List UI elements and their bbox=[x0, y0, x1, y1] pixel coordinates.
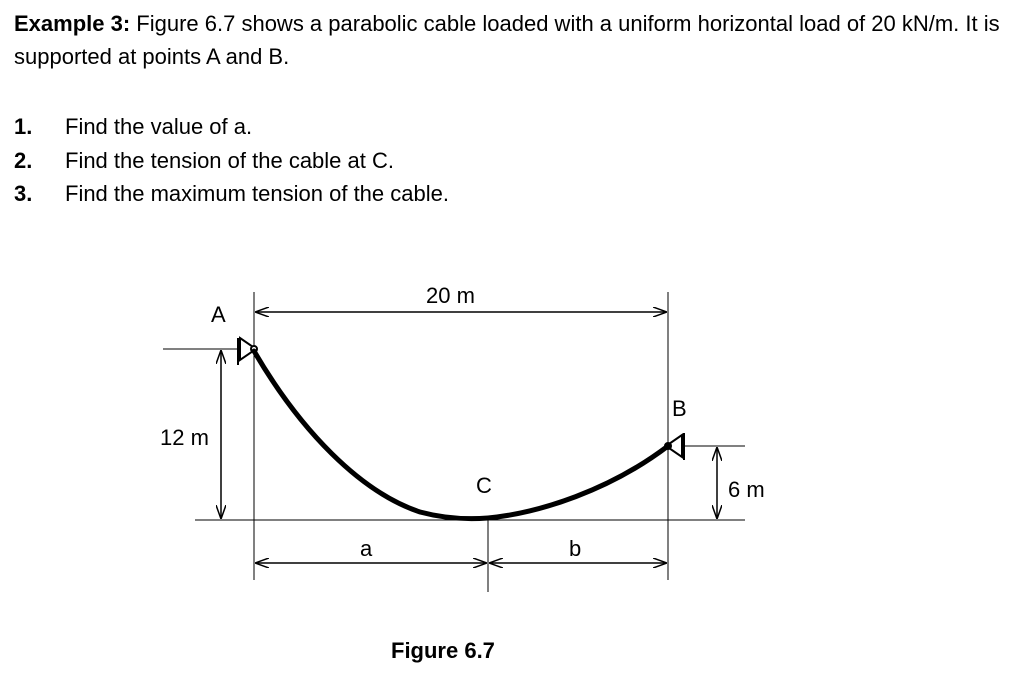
problem-text: Figure 6.7 shows a parabolic cable loaded with a uniform horizontal load of 20 kN/m. It is supported at points A and B. bbox=[14, 11, 1000, 69]
support-b-label: B bbox=[672, 396, 687, 421]
problem-label: Example 3: bbox=[14, 11, 131, 36]
height-a-label: 12 m bbox=[160, 425, 209, 450]
dist-b-label: b bbox=[569, 536, 582, 561]
question-text: Find the maximum tension of the cable. bbox=[65, 181, 449, 206]
cable-curve bbox=[254, 351, 668, 519]
support-a-label: A bbox=[211, 302, 226, 327]
question-number: 1. bbox=[14, 114, 33, 139]
question-number: 3. bbox=[14, 181, 33, 206]
question-text: Find the value of a. bbox=[65, 114, 253, 139]
span-label: 20 m bbox=[426, 283, 475, 308]
point-c-label: C bbox=[476, 473, 492, 498]
figure-caption: Figure 6.7 bbox=[391, 638, 495, 663]
height-b-label: 6 m bbox=[728, 477, 765, 502]
question-text: Find the tension of the cable at C. bbox=[65, 147, 394, 173]
question-number: 2. bbox=[14, 147, 33, 173]
dist-a-label: a bbox=[360, 536, 373, 561]
